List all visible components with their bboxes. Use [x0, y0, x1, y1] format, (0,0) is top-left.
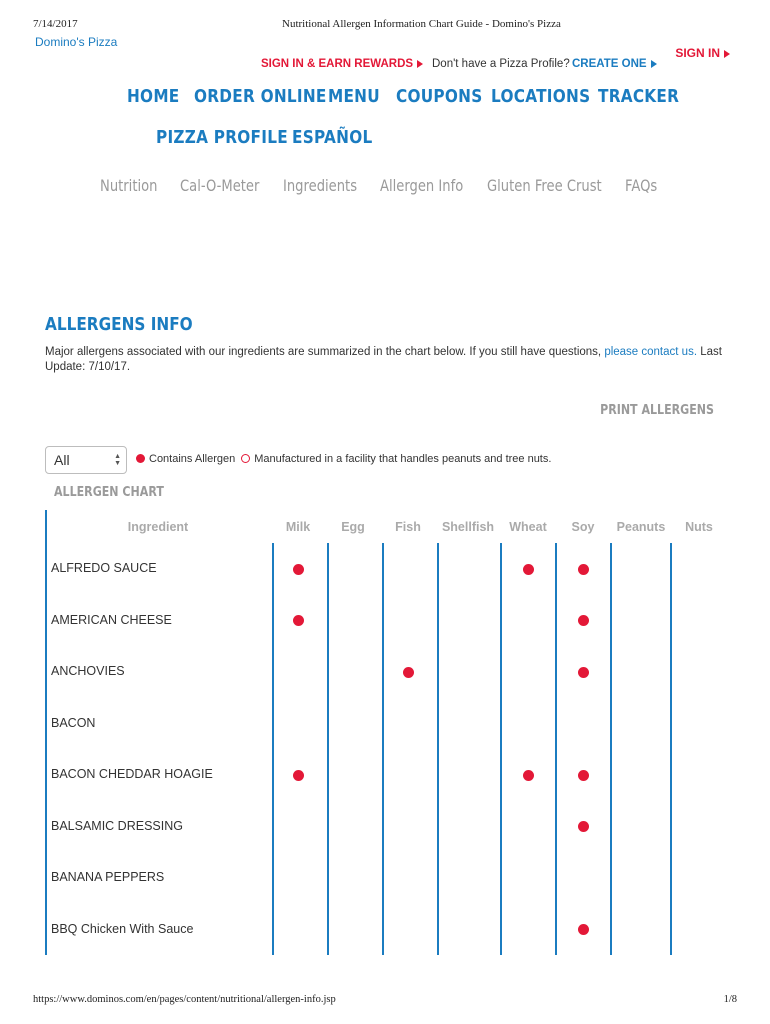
- column-divider: [670, 543, 672, 955]
- print-footer-url: https://www.dominos.com/en/pages/content/nutritional/allergen-info.jsp: [33, 994, 336, 1005]
- column-header-shellfish: Shellfish: [441, 520, 495, 534]
- column-divider: [45, 510, 47, 955]
- contains-soy-dot-icon: [578, 667, 589, 678]
- column-header-fish: Fish: [395, 520, 421, 534]
- triangle-right-icon: [724, 50, 730, 58]
- nav-tracker[interactable]: TRACKER: [598, 86, 680, 107]
- nav-home[interactable]: HOME: [127, 86, 180, 107]
- column-divider: [272, 543, 274, 955]
- subnav-allergen-info[interactable]: Allergen Info: [380, 176, 464, 195]
- ingredient-name: AMERICAN CHEESE: [51, 612, 172, 627]
- print-date: 7/14/2017: [33, 18, 78, 30]
- nav-menu[interactable]: MENU: [328, 86, 380, 107]
- ingredient-name: BALSAMIC DRESSING: [51, 818, 183, 833]
- filter-selected-value: All: [54, 452, 70, 468]
- print-page-number: 1/8: [723, 994, 737, 1005]
- column-header-milk: Milk: [285, 520, 311, 534]
- nav-pizza-profile[interactable]: PIZZA PROFILE: [156, 127, 288, 148]
- intro-before: Major allergens associated with our ingredients are summarized in the chart below. If you still have questions,: [45, 346, 605, 358]
- ingredient-name: BBQ Chicken With Sauce: [51, 921, 194, 936]
- contains-fish-dot-icon: [403, 667, 414, 678]
- create-profile-link[interactable]: [572, 58, 657, 70]
- subnav-faqs[interactable]: FAQs: [625, 176, 658, 195]
- contains-wheat-dot-icon: [523, 770, 534, 781]
- legend-contains-label: Contains Allergen: [149, 453, 236, 465]
- subnav-cal-o-meter[interactable]: Cal-O-Meter: [180, 176, 260, 195]
- nav-coupons[interactable]: COUPONS: [396, 86, 483, 107]
- subnav-ingredients[interactable]: Ingredients: [283, 176, 358, 195]
- column-divider: [500, 543, 502, 955]
- print-title: Nutritional Allergen Information Chart Guide - Domino's Pizza: [282, 18, 561, 30]
- contains-milk-dot-icon: [293, 770, 304, 781]
- ingredient-name: ALFREDO SAUCE: [51, 561, 157, 575]
- rewards-label: SIGN IN & EARN REWARDS: [261, 58, 414, 70]
- contains-milk-dot-icon: [293, 564, 304, 575]
- subnav-gluten-free-crust[interactable]: Gluten Free Crust: [487, 176, 602, 195]
- intro-after: Last Update: 7/10/17.: [45, 346, 722, 373]
- column-divider: [327, 543, 329, 955]
- rewards-sign-in-link[interactable]: [261, 58, 423, 70]
- sign-in-link[interactable]: [675, 46, 730, 60]
- column-header-peanuts: Peanuts: [616, 520, 666, 534]
- up-down-arrows-icon: ▲ ▼: [114, 453, 121, 467]
- site-name: Domino's Pizza: [35, 35, 118, 49]
- contains-soy-dot-icon: [578, 564, 589, 575]
- page-title: ALLERGENS INFO: [45, 314, 193, 335]
- contains-soy-dot-icon: [578, 821, 589, 832]
- ingredient-name: ANCHOVIES: [51, 664, 125, 678]
- sign-in-label: SIGN IN: [675, 46, 720, 60]
- ingredient-name: BACON: [51, 715, 96, 730]
- contains-allergen-icon: [136, 454, 145, 463]
- allergen-filter-select[interactable]: [45, 446, 127, 474]
- column-divider: [555, 543, 557, 955]
- contains-soy-dot-icon: [578, 770, 589, 781]
- ingredient-name: BANANA PEPPERS: [51, 870, 165, 884]
- column-header-nuts: Nuts: [685, 520, 713, 534]
- facility-allergen-icon: [241, 454, 250, 463]
- no-profile-text: Don't have a Pizza Profile?: [432, 58, 570, 70]
- chart-title: ALLERGEN CHART: [54, 485, 164, 500]
- column-divider: [437, 543, 439, 955]
- intro-text: [45, 345, 725, 375]
- print-allergens-button[interactable]: PRINT ALLERGENS: [600, 403, 714, 418]
- nav-locations[interactable]: LOCATIONS: [491, 86, 591, 107]
- contains-soy-dot-icon: [578, 924, 589, 935]
- triangle-right-icon: [651, 60, 657, 68]
- subnav-nutrition[interactable]: Nutrition: [100, 176, 158, 195]
- legend-facility-label: Manufactured in a facility that handles peanuts and tree nuts.: [254, 453, 552, 465]
- column-divider: [610, 543, 612, 955]
- triangle-right-icon: [417, 60, 423, 68]
- contains-milk-dot-icon: [293, 615, 304, 626]
- contains-soy-dot-icon: [578, 615, 589, 626]
- nav-espanol[interactable]: ESPAÑOL: [292, 127, 373, 148]
- column-header-ingredient: Ingredient: [127, 520, 189, 534]
- contact-us-link[interactable]: please contact us.: [604, 346, 698, 358]
- legend: [136, 453, 551, 465]
- column-header-egg: Egg: [341, 520, 365, 534]
- nav-order-online[interactable]: ORDER ONLINE: [194, 86, 327, 107]
- column-divider: [382, 543, 384, 955]
- column-header-soy: Soy: [571, 520, 595, 534]
- ingredient-name: BACON CHEDDAR HOAGIE: [51, 767, 213, 781]
- column-header-wheat: Wheat: [509, 520, 547, 534]
- contains-wheat-dot-icon: [523, 564, 534, 575]
- create-label: CREATE ONE: [572, 58, 647, 70]
